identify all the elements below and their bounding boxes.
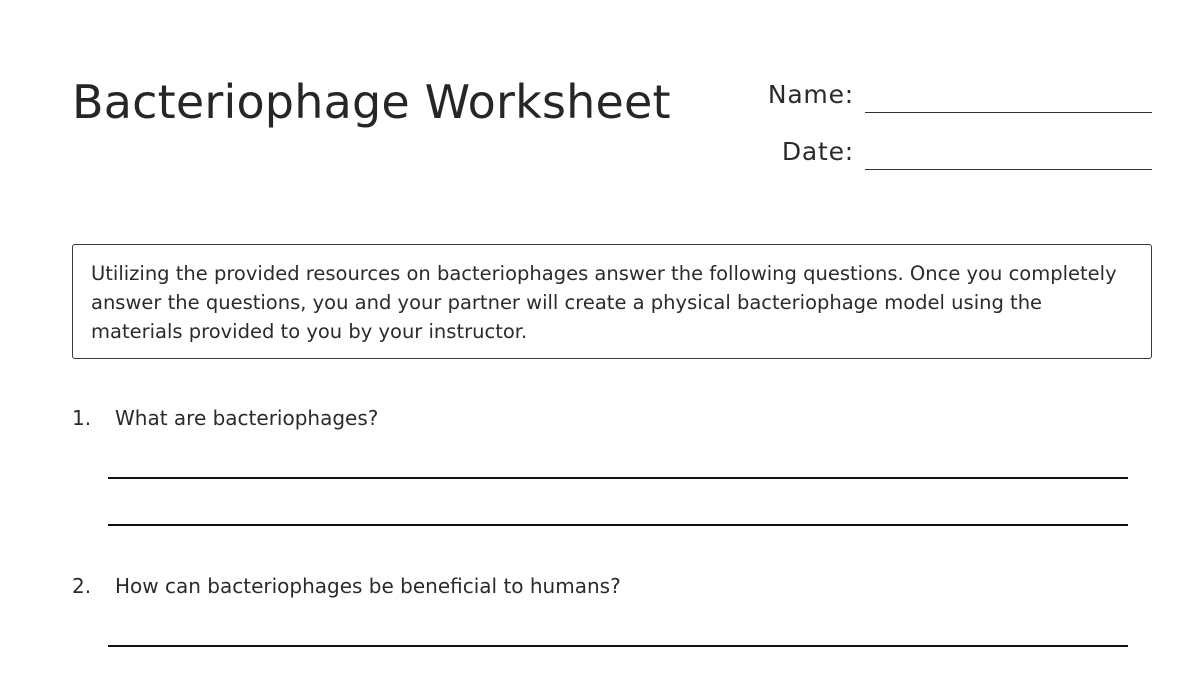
instructions-box: Utilizing the provided resources on bacteriophages answer the following questions. Once you completely answer the questions, you and your partner will create a physical bacteriophage model using the materials provided to you by your instructor. [72, 244, 1152, 359]
date-field [700, 135, 1152, 169]
answer-line[interactable] [108, 645, 1128, 647]
date-label: Date: [781, 137, 854, 166]
question-2 [72, 573, 621, 599]
page-title: Bacteriophage Worksheet [72, 75, 671, 129]
name-field [700, 78, 1152, 112]
answer-line[interactable] [108, 524, 1128, 526]
name-blank-line[interactable] [865, 112, 1152, 113]
question-number: 1. [72, 406, 92, 430]
question-text: How can bacteriophages be beneficial to humans? [115, 574, 621, 598]
name-label: Name: [767, 80, 854, 109]
question-1 [72, 405, 378, 431]
date-blank-line[interactable] [865, 169, 1152, 170]
question-text: What are bacteriophages? [115, 406, 379, 430]
answer-line[interactable] [108, 477, 1128, 479]
question-number: 2. [72, 574, 92, 598]
